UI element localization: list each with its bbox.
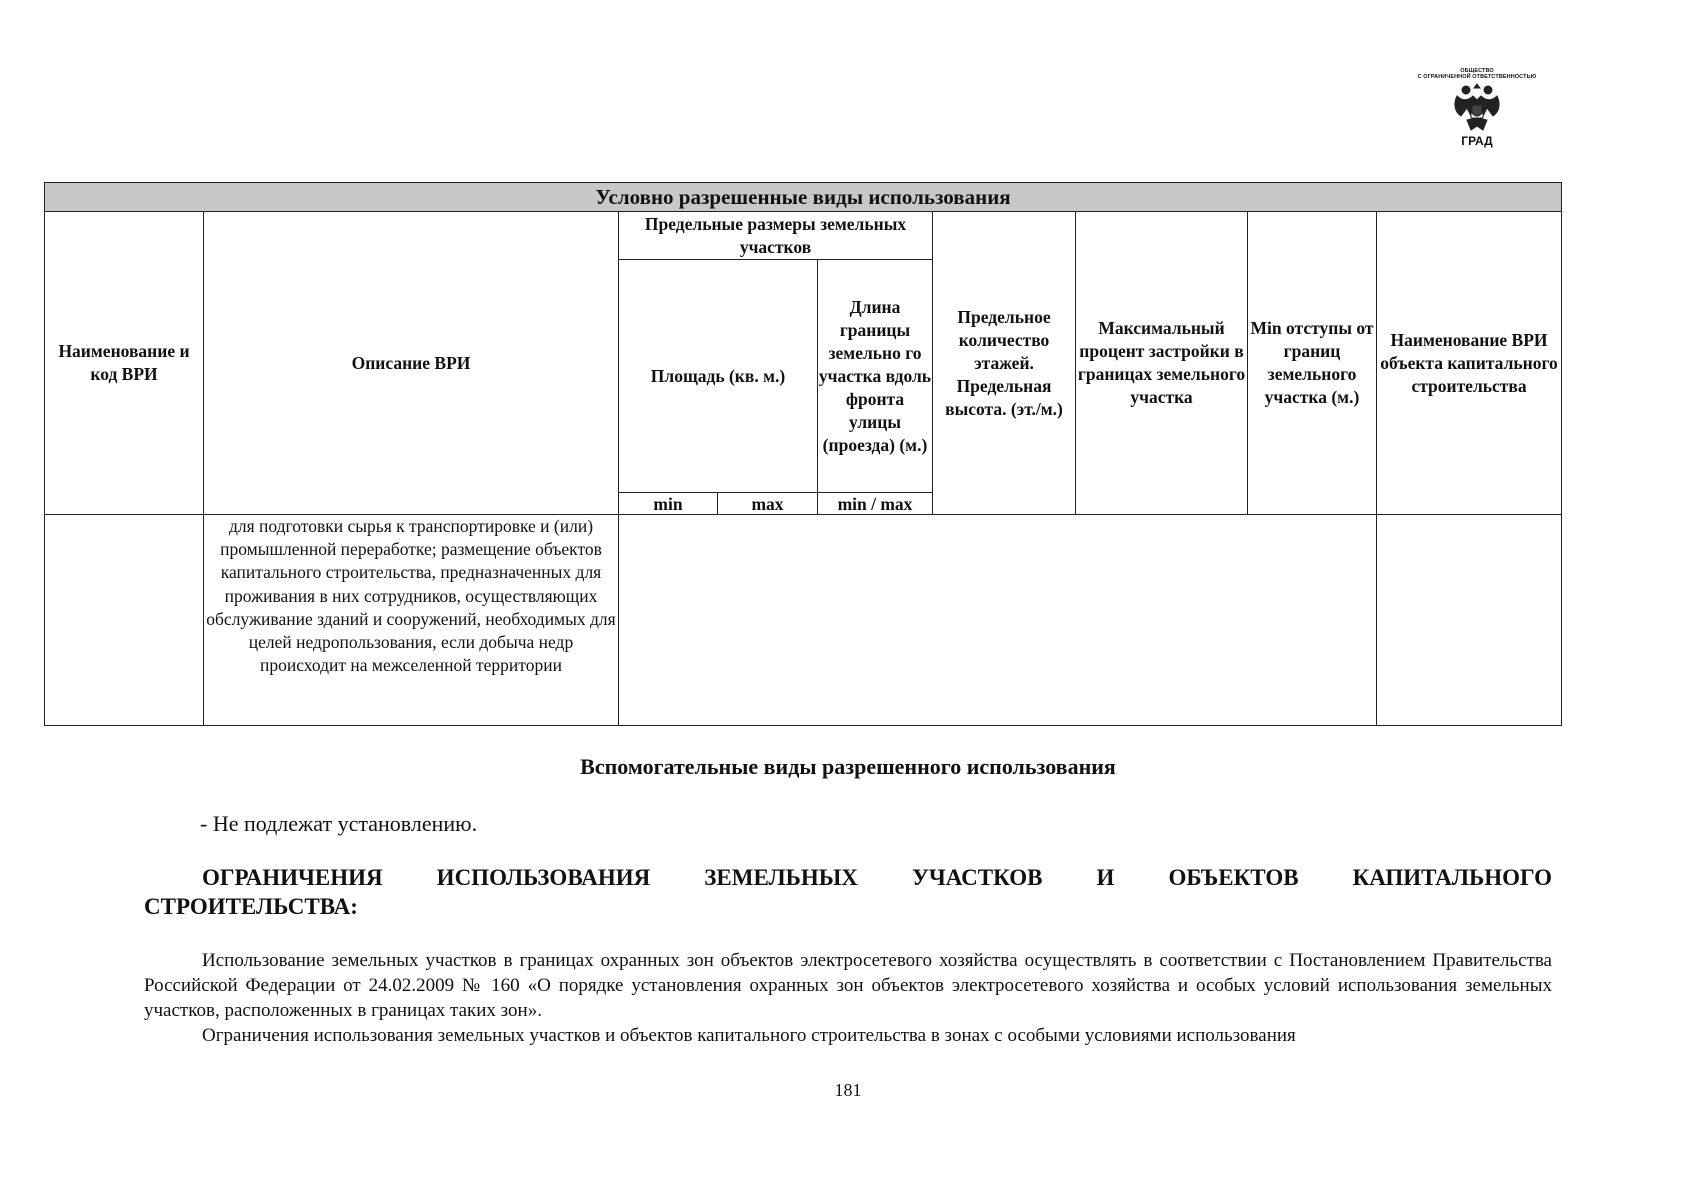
restrictions-heading: ОГРАНИЧЕНИЯ ИСПОЛЬЗОВАНИЯ ЗЕМЕЛЬНЫХ УЧАСТКОВ И ОБЪЕКТОВ КАПИТАЛЬНОГО СТРОИТЕЛЬСТВА: [144,865,1552,919]
eagle-emblem-icon [1451,82,1503,134]
logo-line-1: ОБЩЕСТВО [1460,68,1494,74]
table-row [45,515,1562,726]
header-name-code: Наименование и код ВРИ [45,212,204,515]
page-number: 181 [834,1080,862,1100]
auxiliary-heading: Вспомогательные виды разрешенного использования [580,754,1116,779]
header-area-min: min [619,493,718,515]
header-floors: Предельное количество этажей. Предельная высота. (эт./м.) [933,212,1076,515]
header-front-min-max: min / max [818,493,933,515]
cell-name-code [45,515,204,726]
header-area: Площадь (кв. м.) [619,260,818,493]
logo-line-2: С ОГРАНИЧЕННОЙ ОТВЕТСТВЕННОСТЬЮ [1417,74,1537,80]
auxiliary-note: - Не подлежат установлению. [200,811,478,836]
restrictions-paragraph-2: Ограничения использования земельных участков и объектов капитального строительства в зонах с особыми условиями использования [202,1025,1296,1046]
restrictions-paragraph-1: Использование земельных участков в границах охранных зон объектов электросетевого хозяйства осуществлять в соответствии с Постановлением Правительства Российской Федерации от 24.02.2009 № 160 «О порядке установления охранных зон объектов электросетевого хозяйства и особых условий использования земельных участков, расположенных в границах таких зон». [144,950,1552,1021]
header-area-max: max [718,493,818,515]
header-build-percent: Максимальный процент застройки в границах земельного участка [1076,212,1248,515]
header-front-length: Длина границы земельно го участка вдоль фронта улицы (проезда) (м.) [818,260,933,493]
header-setbacks: Min отступы от границ земельного участка (м.) [1248,212,1377,515]
header-object-name: Наименование ВРИ объекта капитального строительства [1377,212,1562,515]
conditional-use-table [44,182,1562,726]
cell-description: для подготовки сырья к транспортировке и (или) промышленной переработке; размещение объектов капитального строительства, предназначенных для проживания в них сотрудников, осуществляющих обслуживание зданий и сооружений, необходимых для целей недропользования, если добыча недр происходит на межселенной территории [204,515,619,726]
cell-object-name [1377,515,1562,726]
cell-params [619,515,1377,726]
logo-company-name: ГРАД [1461,134,1493,148]
company-logo [1394,68,1560,148]
header-limit-sizes: Предельные размеры земельных участков [619,212,933,260]
table-caption: Условно разрешенные виды использования [45,183,1562,212]
header-description: Описание ВРИ [204,212,619,515]
